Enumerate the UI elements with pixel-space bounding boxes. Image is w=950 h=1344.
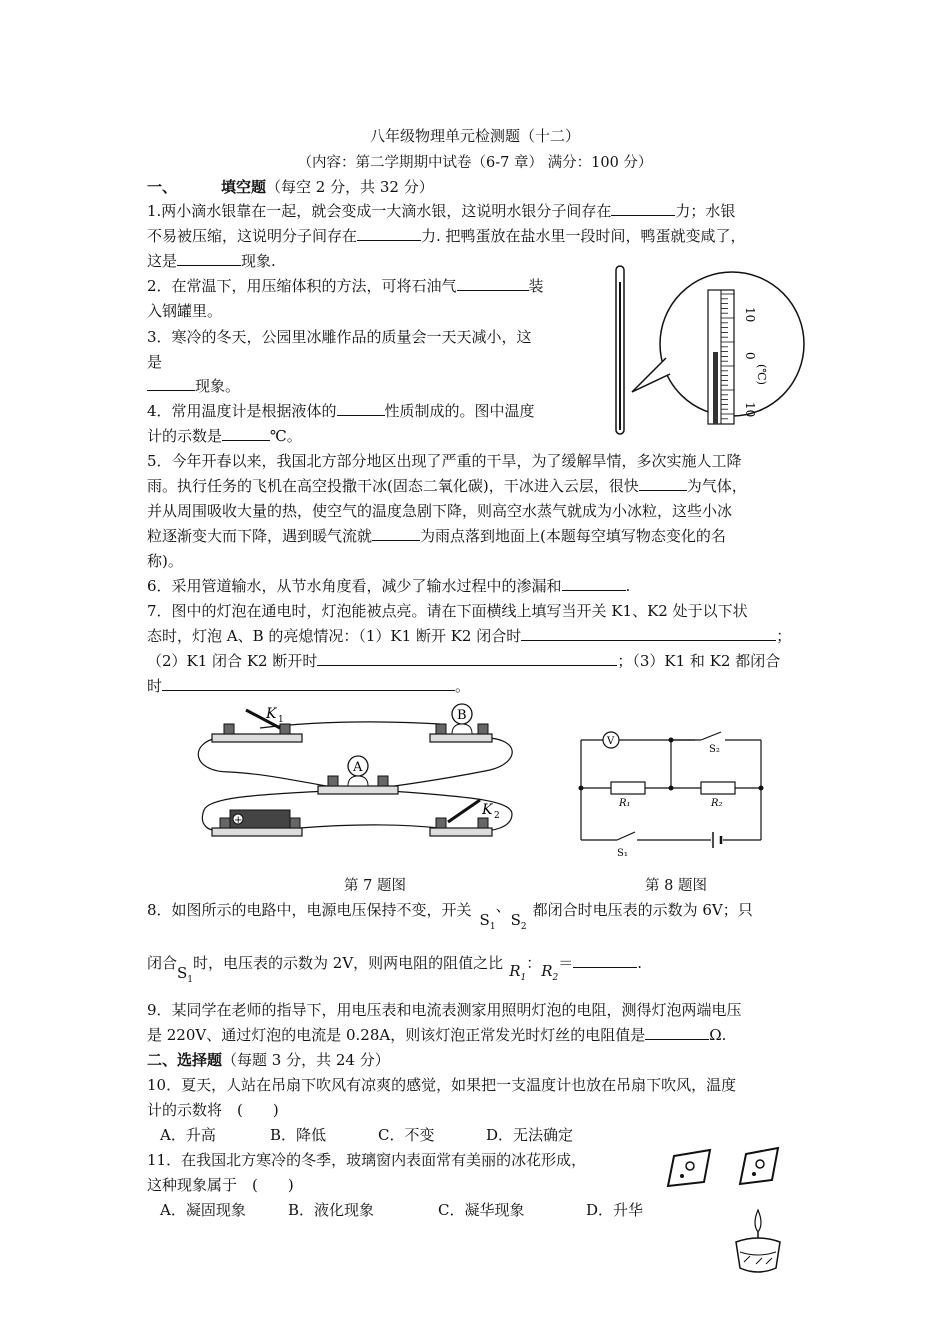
q10-line-2: 计的示数将 ( ) [147,1101,279,1119]
q8-line-1 [147,897,753,932]
thermometer-liquid [713,352,718,424]
q8-s1b: S [177,964,188,982]
q8-r1: R [509,962,521,980]
q1-line-1 [147,200,735,222]
q1-text: 现象. [241,252,276,270]
q1-blank-2[interactable] [357,225,421,241]
q9-line-2 [147,1024,726,1046]
q2-line-1 [147,275,544,297]
page-subtitle: （内容：第二学期期中试卷（6-7 章） 满分：100 分） [297,155,653,171]
q1-line-3 [147,250,276,272]
q5-blank-1[interactable] [639,475,687,491]
section-1-number: 一、 [147,178,178,196]
thermometer-bottom-label: 10 [743,402,757,418]
section-1-heading [147,176,434,198]
figure-8-schematic [575,730,765,860]
q2-text: 装 [528,277,544,295]
q7-text: ； [776,627,792,645]
q4-line-2 [147,425,302,447]
q3-line-1: 3．寒冷的冬天，公园里冰雕作品的质量会一天天减小，这 [147,328,532,346]
q8-r1-sub: 1 [520,973,527,983]
q8-s1-symbol [479,911,496,932]
q9-text: 是 220V、通过灯泡的电流是 0.28A，则该灯泡正常发光时灯丝的电阻值是 [147,1026,646,1044]
q3-line-3 [147,375,240,397]
r1-label: R₁ [619,798,631,809]
k2-sub: 2 [494,811,500,821]
lamp-b-label: B [457,708,467,723]
q8-r2: R [541,962,553,980]
lamp-a-label: A [353,760,363,775]
q8-s1b-sub: 1 [187,975,194,985]
thermometer-figure [610,262,810,442]
q8-s2-symbol [510,911,527,932]
q10-option-b[interactable]: B．降低 [270,1126,327,1144]
q1-text: 1.两小滴水银靠在一起，就会变成一大滴水银，这说明水银分子间存在 [147,202,612,220]
q8-r2-sub: 2 [552,973,559,983]
k1-label: K [266,706,277,722]
q7-text: 时 [147,677,163,695]
q5-text: 雨。执行任务的飞机在高空投撒干冰(固态二氧化碳)，干冰进入云层，很快 [147,477,639,495]
q1-line-2 [147,225,746,247]
q8-s2: S [510,911,521,929]
page-title: 八年级物理单元检测题（十二） [369,127,580,145]
section-2-note: （每题 3 分，共 24 分） [222,1051,390,1069]
q11-option-c[interactable]: C．凝华现象 [438,1201,525,1219]
q8-eq: ＝ [558,954,574,972]
q2-blank[interactable] [457,275,529,291]
q4-blank-1[interactable] [337,400,385,416]
figure-8-caption: 第 8 题图 [645,878,707,894]
q10-options [160,1124,573,1146]
q8-s1: S [479,911,490,929]
q11-option-d[interactable]: D．升华 [586,1201,644,1219]
q5-line-4 [147,525,726,547]
q4-line-1 [147,400,535,422]
r2-label: R₂ [711,798,723,809]
q8-s1-symbol-2 [177,964,194,985]
q5-line-2 [147,475,747,497]
q5-blank-2[interactable] [372,525,420,541]
k2-label: K [482,802,493,818]
q7-text: 。 [455,677,471,695]
q8-text: 闭合 [147,954,178,972]
q4-text: ℃。 [270,427,302,445]
section-2-title: 二、选择题 [147,1051,223,1069]
q5-text: 为气体， [686,477,747,495]
battery-label: + [234,815,243,826]
q1-blank-1[interactable] [611,200,675,216]
q7-blank-1[interactable] [521,625,776,641]
q11-line-1: 11．在我国北方寒冷的冬季，玻璃窗内表面常有美丽的冰花形成， [147,1151,587,1169]
q3-blank[interactable] [147,375,195,391]
q4-text: 性质制成的。图中温度 [384,402,535,420]
q7-line-2 [147,625,791,647]
q5-line-3: 并从周围吸收大量的热，使空气的温度急剧下降，则高空水蒸气就成为小冰粒，这些小冰 [147,502,733,520]
s1-label: S₁ [617,848,628,859]
q7-line-4 [147,675,470,697]
q8-sep: 、 [495,897,511,915]
q7-blank-3[interactable] [162,675,455,691]
q3-line-2: 是 [147,353,163,371]
q8-text: 都闭合时电压表的示数为 6V；只 [532,901,753,919]
q6-line-1 [147,575,630,597]
section-2-heading [147,1049,390,1071]
q4-text: 4．常用温度计是根据液体的 [147,402,337,420]
q8-s1-sub: 1 [489,922,496,932]
q7-line-3 [147,650,780,672]
q1-text: 力. 把鸭蛋放在盐水里一段时间，鸭蛋就变咸了， [421,227,746,245]
q10-option-c[interactable]: C．不变 [378,1126,435,1144]
q6-blank[interactable] [562,575,626,591]
q7-text: ；（3）K1 和 K2 都闭合 [617,652,781,670]
q8-colon: ： [526,954,542,972]
q8-text: 时，电压表的示数为 2V，则两电阻的阻值之比 [193,954,504,972]
k1-sub: 1 [278,715,284,725]
q8-text: 8．如图所示的电路中，电源电压保持不变，开关 [147,901,472,919]
thermometer-mid-label: 0 [743,352,757,360]
q10-line-1: 10．夏天，人站在吊扇下吹风有凉爽的感觉，如果把一支温度计也放在吊扇下吹风，温度 [147,1076,737,1094]
voltmeter-label: V [607,736,615,747]
q8-r2-symbol [541,962,559,983]
s2-label: S₂ [709,744,720,755]
q7-text: （2）K1 闭合 K2 断开时 [147,652,318,670]
q8-r1-symbol [509,962,527,983]
figure-7-circuit [190,702,530,852]
q1-text: 不易被压缩，这说明分子间存在 [147,227,358,245]
q6-text: . [625,577,631,595]
section-1-note: （每空 2 分，共 32 分） [266,178,434,196]
q4-blank-2[interactable] [222,425,270,441]
q7-blank-2[interactable] [317,650,617,666]
q3-text: 现象。 [195,377,241,395]
q11-line-2: 这种现象属于 ( ) [147,1176,294,1194]
q8-s2-sub: 2 [520,922,527,932]
q11-option-b[interactable]: B．液化现象 [288,1201,375,1219]
q11-option-a[interactable]: A．凝固现象 [160,1201,246,1219]
thermometer-top-label: 10 [743,307,757,323]
q1-blank-3[interactable] [177,250,241,266]
q1-text: 力；水银 [675,202,736,220]
q9-line-1: 9．某同学在老师的指导下，用电压表和电流表测家用照明灯泡的电阻，测得灯泡两端电压 [147,1001,742,1019]
q10-option-d[interactable]: D．无法确定 [486,1126,574,1144]
q4-text: 计的示数是 [147,427,223,445]
q5-line-5: 称)。 [147,552,183,570]
q2-line-2: 入钢罐里。 [147,302,223,320]
q5-line-1: 5．今年开春以来，我国北方部分地区出现了严重的干旱，为了缓解旱情，多次实施人工降 [147,452,742,470]
q5-text: 为雨点落到地面上(本题每空填写物态变化的名 [420,527,726,545]
q8-blank[interactable] [573,952,637,968]
q7-line-1: 7．图中的灯泡在通电时，灯泡能被点亮。请在下面横线上填写当开关 K1、K2 处于以下状 [147,602,748,620]
q10-option-a[interactable]: A．升高 [160,1126,216,1144]
q6-text: 6．采用管道输水，从节水角度看，减少了输水过程中的渗漏和 [147,577,562,595]
thermometer-unit: (℃) [755,364,768,385]
sublimation-illustration [660,1146,790,1286]
q9-text: Ω. [709,1026,727,1044]
q1-text: 这是 [147,252,178,270]
q8-line-2 [147,952,643,985]
q7-text: 态时，灯泡 A、B 的亮熄情况：（1）K1 断开 K2 闭合时 [147,627,522,645]
q8-end: . [637,954,643,972]
figure-7-caption: 第 7 题图 [344,878,406,894]
q11-options [160,1199,643,1221]
q9-blank[interactable] [645,1024,709,1040]
q2-text: 2．在常温下，用压缩体积的方法，可将石油气 [147,277,457,295]
q5-text: 粒逐渐变大而下降，遇到暖气流就 [147,527,373,545]
section-1-name: 填空题 [221,178,267,196]
